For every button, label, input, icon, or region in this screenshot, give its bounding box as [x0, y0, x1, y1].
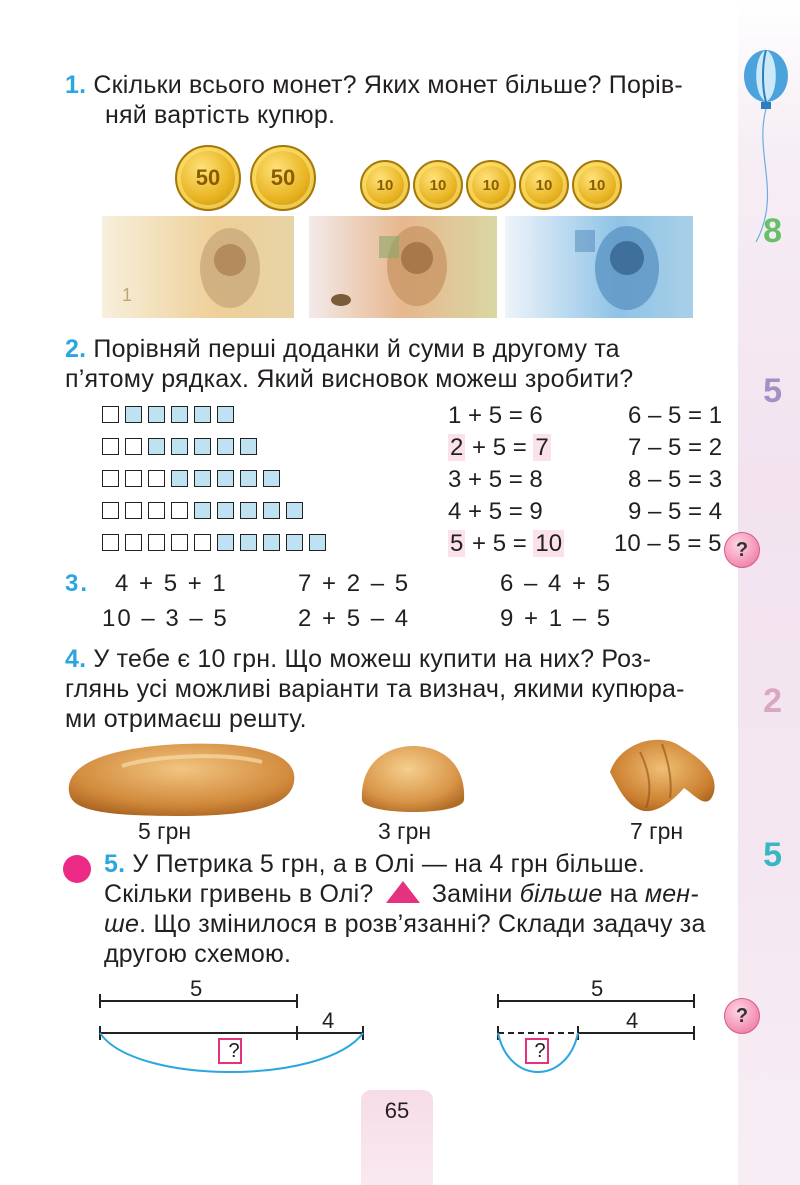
first-addend: 3 — [448, 466, 462, 493]
blue-square — [263, 534, 280, 551]
white-square — [125, 470, 142, 487]
task5-line2 — [104, 879, 699, 909]
task5-question: Скільки гривень в Олі? — [104, 880, 374, 908]
expression: 7 + 2 – 5 — [298, 570, 411, 597]
first-addend: 2 — [450, 434, 464, 461]
square-row — [102, 502, 309, 520]
sum-equation — [448, 498, 543, 526]
blue-square — [286, 534, 303, 551]
side-number: 2 — [763, 682, 782, 720]
blue-square — [217, 470, 234, 487]
white-square — [194, 534, 211, 551]
task-number: 4. — [65, 645, 87, 673]
equation-middle: + 5 = — [461, 498, 530, 525]
square-row — [102, 438, 263, 456]
square-row — [102, 470, 286, 488]
square-row — [102, 406, 240, 424]
blue-square — [286, 502, 303, 519]
task-number: 1. — [65, 71, 87, 99]
scheme1-unknown: ? — [228, 1040, 240, 1062]
banknote-2 — [309, 216, 497, 318]
task-number: 3. — [65, 570, 90, 597]
task4-line3: ми отримаєш решту. — [65, 705, 307, 733]
white-square — [102, 406, 119, 423]
task3-number-wrap — [65, 570, 89, 598]
side-number: 5 — [763, 372, 782, 410]
task2-text — [65, 334, 620, 364]
task5-line1: У Петрика 5 грн, а в Олі — на 4 грн більше. — [132, 850, 646, 878]
blue-square — [240, 502, 257, 519]
white-square — [102, 470, 119, 487]
blue-square — [240, 470, 257, 487]
first-addend: 1 — [448, 402, 462, 429]
task1-line2: няй вартість купюр. — [105, 101, 336, 129]
first-addend: 5 — [450, 530, 464, 557]
task1-line1: Скільки всього монет? Яких монет більше? Порів- — [93, 71, 683, 99]
coin-10: 10 — [572, 160, 622, 210]
task4-text — [65, 644, 651, 674]
scheme1-top-label: 5 — [190, 976, 203, 1001]
white-square — [171, 534, 188, 551]
pink-dot-icon — [63, 855, 91, 883]
blue-square — [125, 406, 142, 423]
blue-square — [263, 470, 280, 487]
difference-equation: 9 – 5 = 4 — [628, 498, 723, 525]
blue-square — [194, 502, 211, 519]
difference-equation: 7 – 5 = 2 — [628, 434, 723, 461]
task5-line1-wrap — [104, 849, 645, 879]
white-square — [148, 534, 165, 551]
blue-square — [194, 438, 211, 455]
side-number: 8 — [763, 212, 782, 250]
sum-equation — [448, 466, 543, 494]
task4-line1: У тебе є 10 грн. Що можеш купити на них? Роз- — [93, 645, 652, 673]
price-label: 5 грн — [138, 818, 192, 844]
task4-line2: глянь усі можливі варіанти та визнач, якими купюра- — [65, 675, 685, 703]
sum-value: 8 — [529, 466, 543, 493]
expression: 4 + 5 + 1 — [115, 570, 228, 597]
task5-italic: мен- — [644, 880, 699, 908]
question-badge: ? — [724, 532, 760, 568]
svg-text:1: 1 — [122, 285, 133, 305]
blue-square — [217, 502, 234, 519]
coin-50: 50 — [250, 145, 316, 211]
difference-equation: 6 – 5 = 1 — [628, 402, 723, 429]
question-badge: ? — [724, 998, 760, 1034]
task5-italic: ше — [104, 910, 140, 938]
expression: 6 – 4 + 5 — [500, 570, 613, 597]
equation-middle: + 5 = — [465, 434, 534, 461]
coin-10: 10 — [360, 160, 410, 210]
blue-square — [217, 438, 234, 455]
croissant-image — [600, 732, 722, 820]
sum-equation — [448, 530, 564, 558]
sum-equation — [448, 402, 543, 430]
blue-square — [194, 470, 211, 487]
triangle-icon — [385, 880, 421, 904]
banknote-3 — [505, 216, 693, 318]
side-number: 5 — [763, 836, 782, 874]
expression: 10 – 3 – 5 — [102, 605, 229, 632]
task-number: 5. — [104, 850, 126, 878]
white-square — [148, 470, 165, 487]
sum-value: 10 — [535, 530, 563, 557]
expression: 9 + 1 – 5 — [500, 605, 613, 632]
white-square — [102, 502, 119, 519]
task5-line3 — [104, 909, 706, 939]
price-label: 7 грн — [630, 818, 684, 844]
equation-middle: + 5 = — [461, 466, 530, 493]
difference-equation: 10 – 5 = 5 — [614, 530, 722, 557]
page-number: 65 — [361, 1090, 433, 1185]
square-row — [102, 534, 332, 552]
blue-square — [240, 438, 257, 455]
blue-square — [171, 470, 188, 487]
white-square — [102, 534, 119, 551]
coin-50: 50 — [175, 145, 241, 211]
blue-square — [263, 502, 280, 519]
task2-line2: п’ятому рядках. Який висновок можеш зробити? — [65, 365, 634, 393]
sum-equation — [448, 434, 551, 462]
blue-square — [148, 406, 165, 423]
blue-square — [171, 438, 188, 455]
blue-square — [148, 438, 165, 455]
blue-square — [240, 534, 257, 551]
coin-10: 10 — [466, 160, 516, 210]
bread-loaf-image — [62, 736, 302, 820]
blue-square — [171, 406, 188, 423]
side-strip — [735, 0, 800, 1185]
equation-middle: + 5 = — [465, 530, 534, 557]
blue-square — [309, 534, 326, 551]
task5-text: на — [609, 880, 638, 908]
bun-image — [358, 742, 468, 822]
task5-text: . Що змінилося в розв’язанні? Склади задачу за — [139, 910, 706, 938]
task5-line4: другою схемою. — [104, 940, 292, 968]
sum-value: 7 — [535, 434, 549, 461]
blue-square — [217, 406, 234, 423]
coin-10: 10 — [413, 160, 463, 210]
task-number: 2. — [65, 335, 87, 363]
blue-square — [217, 534, 234, 551]
white-square — [125, 438, 142, 455]
scheme2-right-label: 4 — [626, 1008, 639, 1033]
sum-value: 9 — [529, 498, 543, 525]
white-square — [148, 502, 165, 519]
white-square — [102, 438, 119, 455]
scheme1-right-label: 4 — [322, 1008, 335, 1033]
task5-text: Заміни — [431, 880, 513, 908]
white-square — [125, 534, 142, 551]
equation-middle: + 5 = — [461, 402, 530, 429]
task5-italic: більше — [519, 880, 603, 908]
task2-line1: Порівняй перші доданки й суми в другому та — [93, 335, 620, 363]
blue-square — [194, 406, 211, 423]
first-addend: 4 — [448, 498, 462, 525]
white-square — [171, 502, 188, 519]
white-square — [125, 502, 142, 519]
scheme2-unknown: ? — [534, 1040, 546, 1062]
banknote-1 — [102, 216, 294, 318]
task1-text — [65, 70, 683, 100]
difference-equation: 8 – 5 = 3 — [628, 466, 723, 493]
coin-10: 10 — [519, 160, 569, 210]
sum-value: 6 — [529, 402, 543, 429]
expression: 2 + 5 – 4 — [298, 605, 411, 632]
scheme2-top-label: 5 — [591, 976, 604, 1001]
price-label: 3 грн — [378, 818, 432, 844]
